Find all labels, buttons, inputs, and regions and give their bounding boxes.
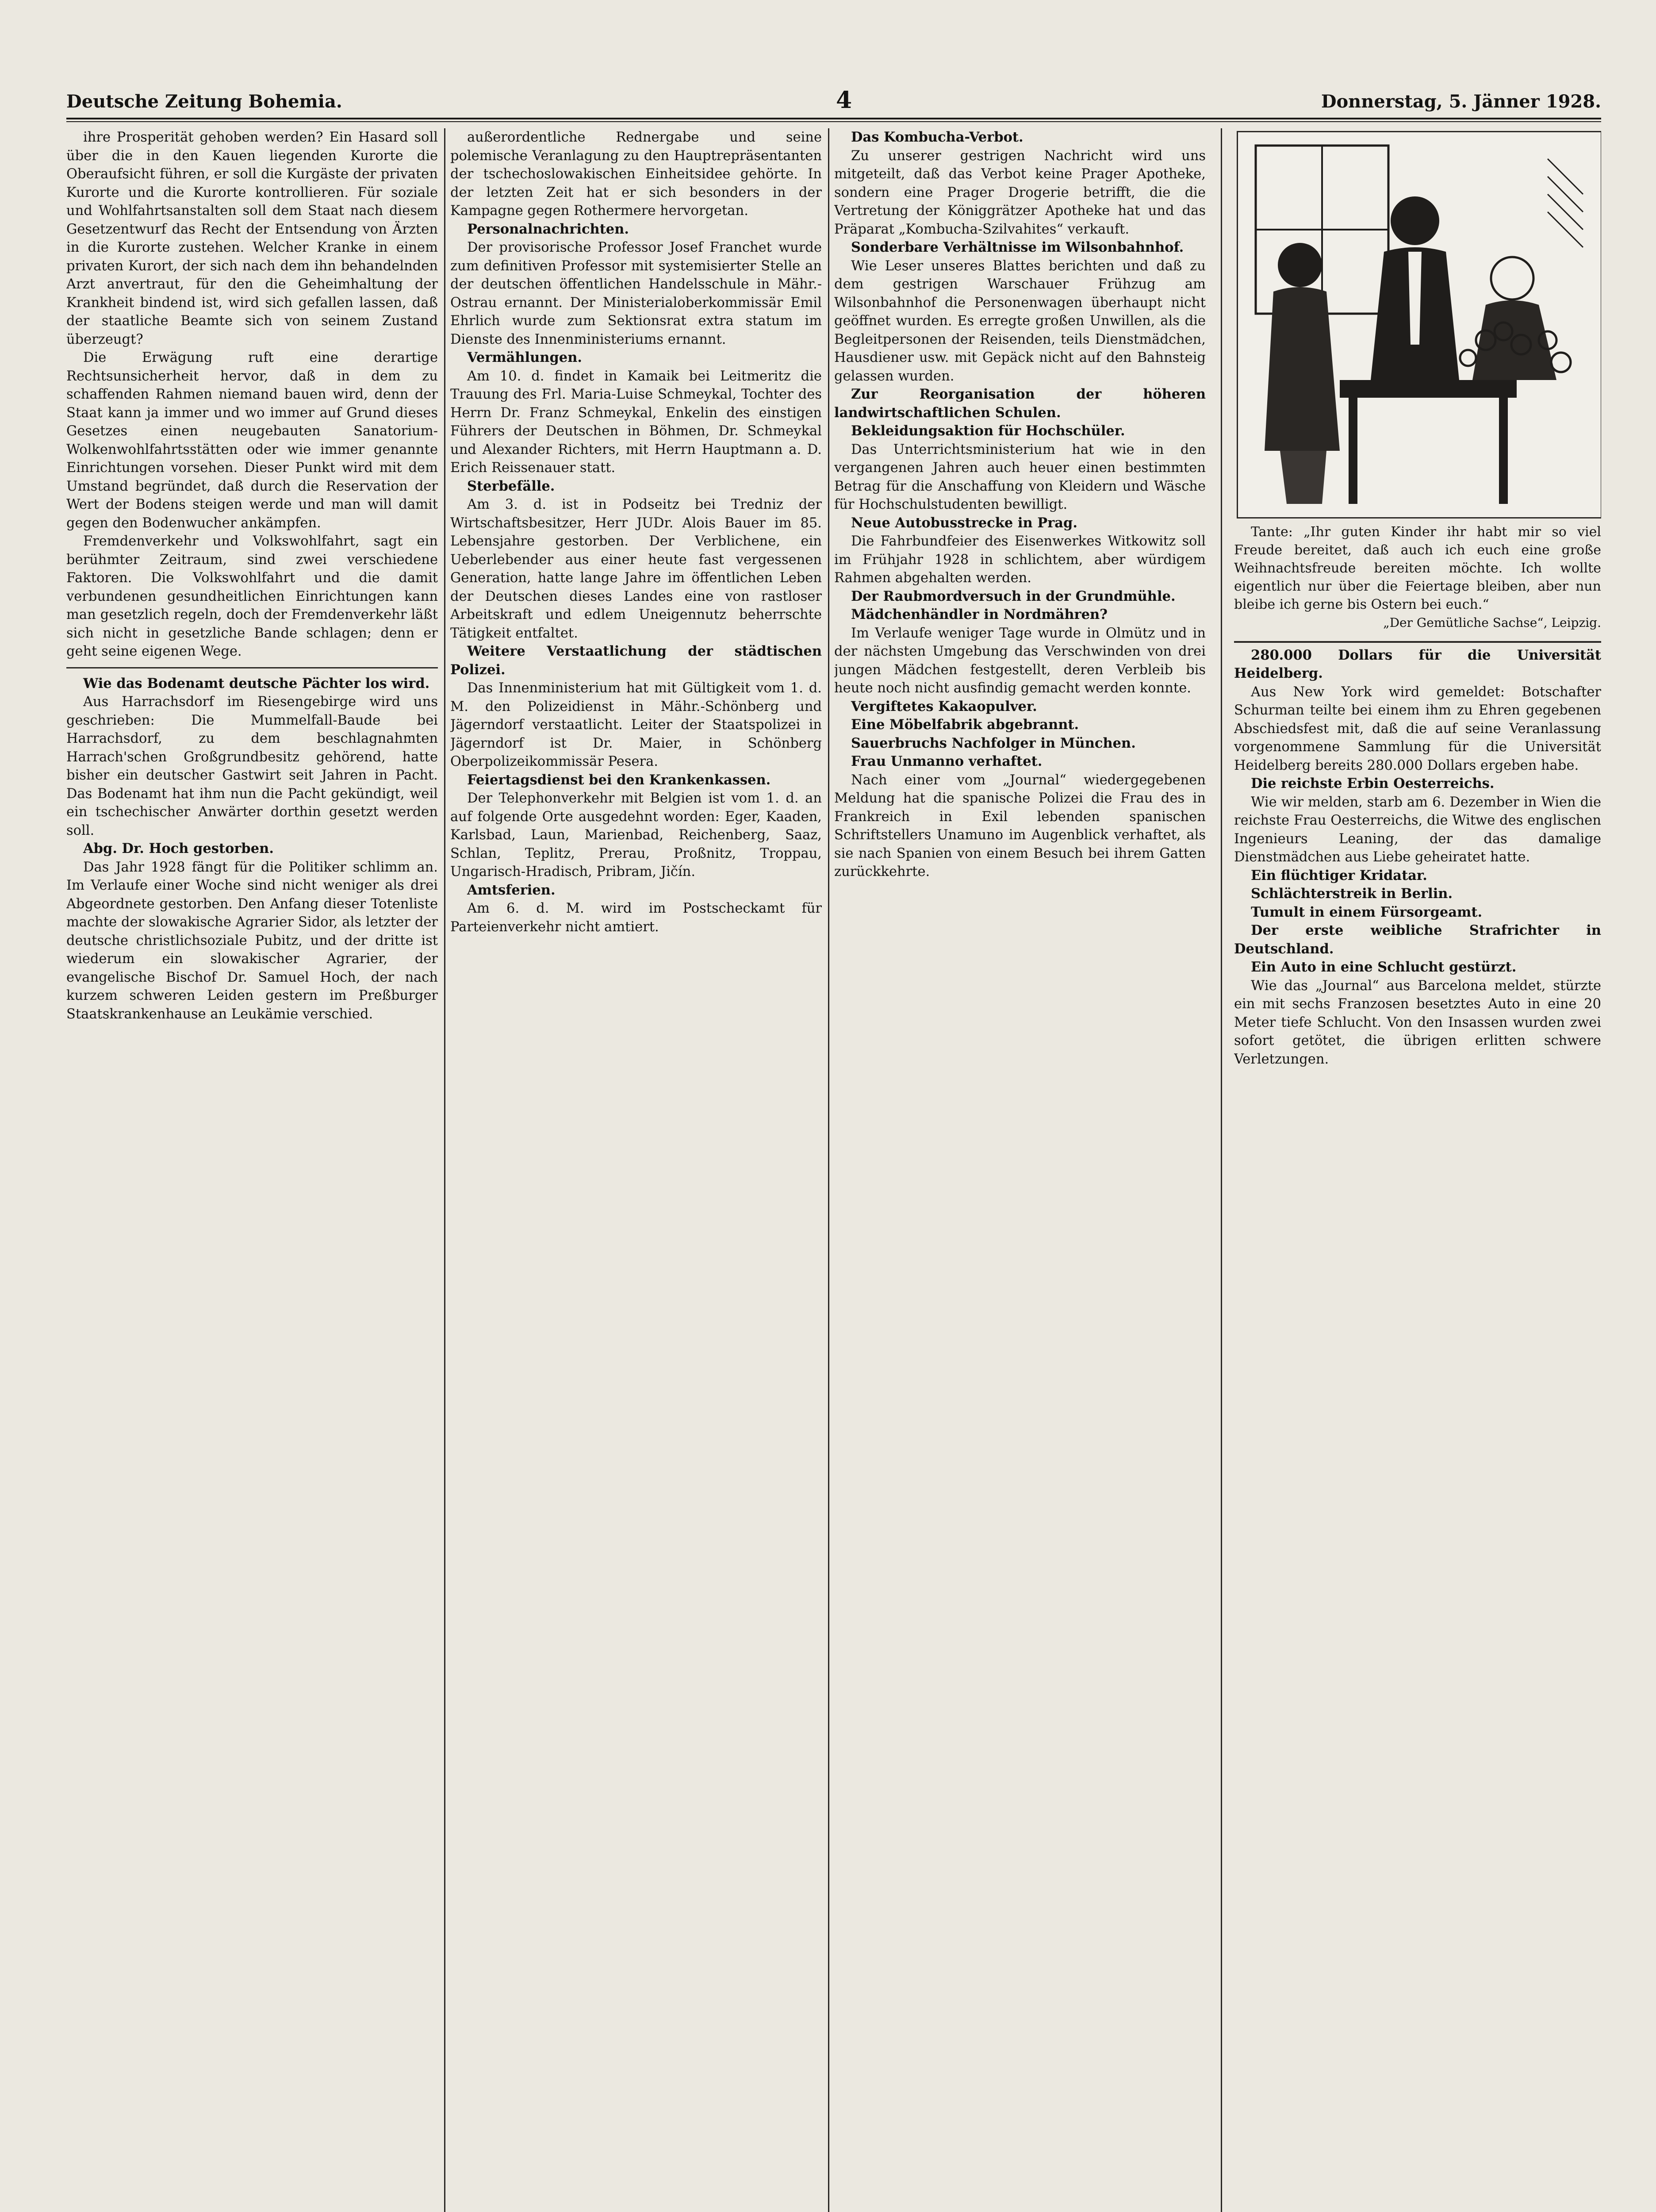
article-paragraph: Im Verlaufe weniger Tage wurde in Olmütz und in der nächsten Umgebung das Verschwinden von drei jungen Mädchen festgestellt, deren Verbleib bis heute noch nicht ausfindig gemacht werden konnte. (834, 625, 1206, 696)
article-heading: Der Raubmordversuch in der Grundmühle. (851, 588, 1176, 604)
column-separator (444, 128, 445, 2212)
article-heading: Ein Auto in eine Schlucht gestürzt. (1251, 959, 1517, 975)
article-divider (66, 667, 438, 668)
article-paragraph: Das Jahr 1928 fängt für die Politiker schlimm an. Im Verlaufe einer Woche sind nicht weniger als drei Abgeordnete gestorben. Den Anfang dieser Totenliste machte der slowakische Agrarier Sidor, als letzter der deutsche christlichsoziale Pubitz, und der dritte ist wiederum ein slowakischer Agrarier, der evangelische Bischof Dr. Samuel Hoch, der nach kurzem schweren Leiden gestern im Preßburger Staatskrankenhause an Leukämie verschied. (66, 859, 438, 1022)
article-paragraph: außerordentliche Rednergabe und seine polemische Veranlagung zu den Hauptrepräsentanten der tschechoslowakischen Einheitsidee gehörte. In der letzten Zeit hat er sich besonders in der Kampagne gegen Rothermere hervorgetan. (450, 130, 822, 219)
article-heading: Weitere Verstaatlichung der städtischen Polizei. (450, 643, 822, 678)
article-heading: Tumult in einem Fürsorgeamt. (1251, 904, 1483, 920)
newspaper-title: Deutsche Zeitung Bohemia. (66, 91, 342, 112)
article-heading: Personalnachrichten. (467, 221, 629, 237)
article-paragraph: Die Fahrbundfeier des Eisenwerkes Witkowitz soll im Frühjahr 1928 in schlichtem, aber würdigem Rahmen abgehalten werden. (834, 534, 1206, 586)
article-divider (1234, 641, 1601, 643)
article-paragraph: Das Unterrichtsministerium hat wie in den vergangenen Jahren auch heuer einen bestimmten Betrag für die Anschaffung von Kleidern und Wäsche für Hochschulstudenten bewilligt. (834, 442, 1206, 512)
article-paragraph: Der Telephonverkehr mit Belgien ist vom 1. d. an auf folgende Orte ausgedehnt worden: Eger, Kaaden, Karlsbad, Laun, Marienbad, Reichenberg, Saaz, Schlan, Teplitz, Prerau, Proßnitz, Troppau, Ungarisch-Hradisch, Pribram, Jičín. (450, 791, 822, 879)
article-paragraph: Nach einer vom „Journal“ wiedergegebenen Meldung hat die spanische Polizei die Frau des in Frankreich in Exil lebenden spanischen Schriftstellers Unamuno im Augenblick verhaftet, als sie nach Spanien von einem Besuch bei ihrem Gatten zurückkehrte. (834, 772, 1206, 879)
masthead-rule (66, 118, 1601, 119)
article-heading: Vergiftetes Kakaopulver. (851, 698, 1037, 714)
article-heading: Abg. Dr. Hoch gestorben. (83, 841, 274, 856)
issue-date: Donnerstag, 5. Jänner 1928. (1321, 91, 1601, 112)
cartoon-credit: „Der Gemütliche Sachse“, Leipzig. (1383, 615, 1601, 630)
column-2 (450, 128, 822, 2212)
article-paragraph: Das Innenministerium hat mit Gültigkeit vom 1. d. M. den Polizeidienst in Mähr.-Schönberg und Jägerndorf verstaatlicht. Leiter der Staatspolizei in Jägerndorf ist Dr. Maier, in Schönberg Oberpolizeikommissär Pesera. (450, 680, 822, 769)
article-paragraph: Die Erwägung ruft eine derartige Rechtsunsicherheit hervor, daß in dem zu schaffenden Rahmen niemand bauen wird, denn der Staat kann ja immer und wo immer auf Grund dieses Gesetzes einen neugebauten Sanatorium-Wolkenwohlfahrtsstätten oder wie immer genannte Einrichtungen vorsehen. Dieser Punkt wird mit dem Umstand begründet, daß durch die Reservation der Wert der Bodens steigen werde und man will damit gegen den Bodenwucher ankämpfen. (66, 350, 438, 531)
cartoon-caption: Tante: „Ihr guten Kinder ihr habt mir so viel Freude bereitet, daß auch ich euch eine große Weihnachtsfreude bereiten möchte. Ich wollte eigentlich nur über die Feiertage bleiben, aber nun bleibe ich gerne bis Ostern bei euch.“ (1234, 524, 1601, 612)
article-heading: Zur Reorganisation der höheren landwirtschaftlichen Schulen. (834, 386, 1206, 421)
article-paragraph: Wie wir melden, starb am 6. Dezember in Wien die reichste Frau Oesterreichs, die Witwe des englischen Ingenieurs Leaning, der das damalige Dienstmädchen aus Liebe geheiratet hatte. (1234, 794, 1601, 865)
article-paragraph: Fremdenverkehr und Volkswohlfahrt, sagt ein berühmter Zeitraum, sind zwei verschiedene Faktoren. Die Volkswohlfahrt und die damit verbundenen gesundheitlichen Einrichtungen kann man gesetzlich regeln, doch der Fremdenverkehr läßt sich nicht in gesetzliche Bande schlagen; denn er geht seine eigenen Wege. (66, 534, 438, 659)
article-heading: Mädchenhändler in Nordmähren? (851, 607, 1108, 622)
article-heading: Die reichste Erbin Oesterreichs. (1251, 776, 1495, 791)
article-heading: Schlächterstreik in Berlin. (1251, 886, 1453, 902)
article-heading: Frau Unmanno verhaftet. (851, 753, 1043, 769)
column-separator (828, 128, 829, 2212)
article-heading: Neue Autobusstrecke in Prag. (851, 515, 1077, 531)
column-4 (1234, 128, 1601, 2212)
article-paragraph: ihre Prosperität gehoben werden? Ein Hasard soll über die in den Kauen liegenden Kurorte die Oberaufsicht führen, er soll die Kurgäste der privaten Kurorte und die Kurorte kontrollieren. Für soziale und Wohlfahrtsanstalten soll dem Staat nach diesem Gesetzentwurf das Recht der Entsendung von Ärzten in die Kurorte zustehen. Welcher Kranke in einem privaten Kurort, der sich nach dem ihn behandelnden Arzt anvertraut, für den die Geheimhaltung der Krankheit bindend ist, wird sich gefallen lassen, daß der staatliche Beamte sich von seinem Zustand überzeugt? (66, 130, 438, 347)
article-heading: Eine Möbelfabrik abgebrannt. (851, 717, 1079, 733)
cartoon-drawing (1238, 132, 1598, 515)
article-paragraph: Aus Harrachsdorf im Riesengebirge wird uns geschrieben: Die Mummelfall-Baude bei Harrachsdorf, zu dem beschlagnahmten Harrach'schen Großgrundbesitz gehörend, hatte bisher ein deutscher Gastwirt seit Jahren in Pacht. Das Bodenamt hat ihm nun die Pacht gekündigt, weil ein tschechischer Anwärter dorthin gesetzt werden soll. (66, 694, 438, 838)
cartoon-illustration (1237, 131, 1601, 518)
article-heading: Feiertagsdienst bei den Krankenkassen. (467, 772, 771, 788)
masthead (66, 87, 1601, 116)
column-3 (834, 128, 1206, 2212)
article-heading: Das Kombucha-Verbot. (851, 129, 1024, 145)
article-heading: Wie das Bodenamt deutsche Pächter los wird. (83, 675, 430, 691)
article-paragraph: Der provisorische Professor Josef Franchet wurde zum definitiven Professor mit systemisierter Stelle an der deutschen öffentlichen Handelsschule in Mähr.-Ostrau ernannt. Der Ministerialoberkommissär Emil Ehrlich wurde zum Sektionsrat extra statum im Dienste des Innenministeriums ernannt. (450, 240, 822, 347)
article-paragraph: Am 3. d. ist in Podseitz bei Tredniz der Wirtschaftsbesitzer, Herr JUDr. Alois Bauer im 85. Lebensjahre gestorben. Der Verblichene, ein Ueberlebender aus einer heute fast vergessenen Generation, hatte lange Jahre im öffentlichen Leben der Deutschen dieses Landes eine von rastloser Arbeitskraft und edlem Uneigennutz beherrschte Tätigkeit entfaltet. (450, 497, 822, 641)
article-paragraph: Aus New York wird gemeldet: Botschafter Schurman teilte bei einem ihm zu Ehren gegebenen Abschiedsfest mit, daß die auf seine Veranlassung vorgenommene Sammlung für die Universität Heidelberg bereits 280.000 Dollars ergeben habe. (1234, 684, 1601, 773)
article-heading: Vermählungen. (467, 349, 583, 365)
article-heading: Der erste weibliche Strafrichter in Deutschland. (1234, 922, 1601, 957)
article-paragraph: Am 10. d. findet in Kamaik bei Leitmeritz die Trauung des Frl. Maria-Luise Schmeykal, Tochter des Herrn Dr. Franz Schmeykal, Enkelin des einstigen Führers der Deutschen in Böhmen, Dr. Schmeykal und Alexander Richters, mit Herrn Hauptmann a. D. Erich Reissenauer statt. (450, 368, 822, 476)
article-heading: Amtsferien. (467, 882, 556, 898)
article-heading: 280.000 Dollars für die Universität Heidelberg. (1234, 647, 1601, 681)
article-heading: Bekleidungsaktion für Hochschüler. (851, 423, 1125, 439)
article-heading: Sonderbare Verhältnisse im Wilsonbahnhof. (851, 239, 1184, 255)
article-heading: Sterbefälle. (467, 478, 555, 494)
article-paragraph: Zu unserer gestrigen Nachricht wird uns mitgeteilt, daß das Verbot keine Prager Apotheke, sondern eine Prager Drogerie betrifft, die die Vertretung der Königgrätzer Apotheke hat und das Präparat „Kombucha-Szilvahites“ verkauft. (834, 148, 1206, 237)
column-1 (66, 128, 438, 2212)
article-paragraph: Wie das „Journal“ aus Barcelona meldet, stürzte ein mit sechs Franzosen besetztes Auto in eine 20 Meter tiefe Schlucht. Von den Insassen wurden zwei sofort getötet, die übrigen erlitten schwere Verletzungen. (1234, 978, 1601, 1067)
article-heading: Ein flüchtiger Kridatar. (1251, 867, 1427, 883)
article-paragraph: Wie Leser unseres Blattes berichten und daß zu dem gestrigen Warschauer Frühzug am Wilsonbahnhof die Personenwagen überhaupt nicht geöffnet wurden. Es erregte großen Unwillen, als die Begleitpersonen der Reisenden, teils Dienstmädchen, Hausdiener usw. mit Gepäck nicht auf den Bahnsteig gelassen wurden. (834, 258, 1206, 384)
article-paragraph: Am 6. d. M. wird im Postscheckamt für Parteienverkehr nicht amtiert. (450, 901, 822, 935)
column-separator (1221, 128, 1222, 2212)
masthead-rule-thin (66, 121, 1601, 122)
page-number: 4 (836, 87, 852, 114)
article-heading: Sauerbruchs Nachfolger in München. (851, 735, 1136, 751)
